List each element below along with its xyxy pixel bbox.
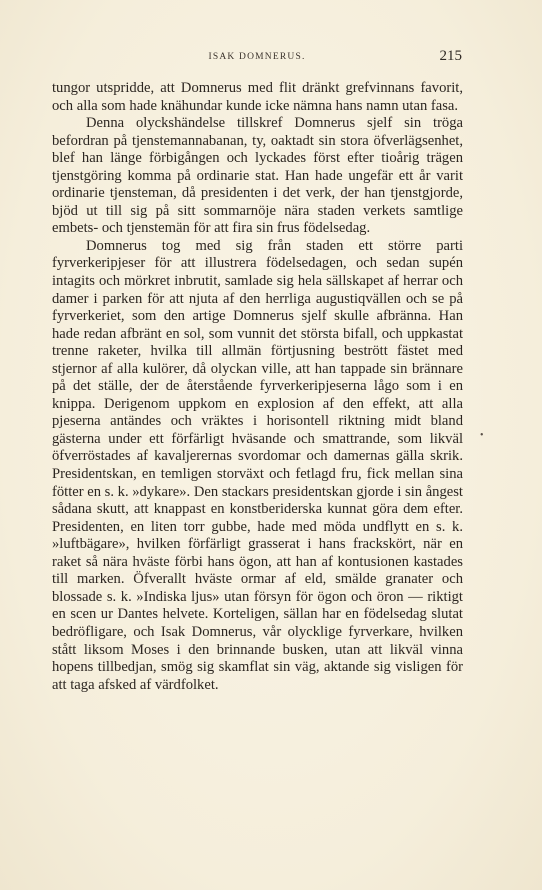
running-head: ISAK DOMNERUS. <box>208 52 306 62</box>
page-number: 215 <box>439 48 462 64</box>
paragraph-continuation: tungor utspridde, att Domnerus med flit dränkt grefvinnans favorit, och alla som hade knähundar kunde icke nämna hans namn utan fasa. <box>52 80 463 114</box>
page-header <box>52 48 462 70</box>
paragraph-fireworks: Domnerus tog med sig från staden ett större parti fyrverkeripjeser för att illustrera födelsedagen, och sedan supén intagits och mörkret inbrutit, samlade sig hela sällskapet af herrar och damer i parken för att njuta af den herrliga augustiqvällen och se på fyrverkeriet, som den artige Domnerus sjelf skulle afbränna. Han hade redan afbränt en sol, som vunnit det största bifall, och uppkastat trenne raketer, hvilka till allmän förtjusning bestrött fästet med stjernor af alla kulörer, då olyckan ville, att han tappade sin brännare på det ställe, der de återstående fyrverkeripjeserna lågo som i en knippa. Derigenom uppkom en explosion af den effekt, att alla pjeserna antändes och vräktes i horisontell riktning midt bland gästerna under ett förfärligt hväsande och smattrande, som likväl öfverröstades af kavaljerernas svordomar och damernas gälla skrik. Presidentskan, en temligen storväxt och fetlagd fru, fick mellan sina fötter en s. k. »dykare». Den stackars presidentskan gjorde i sin ångest sådana skutt, att knappast en konstberiderska kunnat göra dem efter. Presidenten, en liten torr gubbe, hade med möda undflytt en s. k. »luftbägare», hvilken förfärligt grasserat i hans frackskört, när en raket så nära hväste förbi hans ögon, att han af kontusionen kastades till marken. Öfverallt hväste ormar af eld, smälde granater och blossade s. k. »Indiska ljus» utan försyn för ögon och öron — riktigt en scen ur Dantes helvete. Korteligen, sällan har en födelsedag slutat bedröfligare, och Isak Domnerus, vår olycklige fyrverkare, hvilken stått liksom Moses i den brinnande busken, utan att likväl vinna hopens tillbedjan, smög sig skamflat sin väg, aktande sig visligen för att taga afsked af värdfolket. <box>52 237 463 693</box>
margin-mark: • <box>480 430 484 441</box>
body-text <box>52 80 463 694</box>
paragraph-accident: Denna olyckshändelse tillskref Domnerus sjelf sin tröga befordran på tjenstemannabanan, ty, oaktadt sin stora öfverlägsenhet, blef han länge förbigången och lyckades först efter tioårig trägen tjenstgöring komma på ordinarie stat. Han hade ungefär ett år varit ordinarie tjensteman, då presidenten i det verk, der han tjenstgjorde, bjöd ut till sig på sitt sommarnöje nära staden verkets samtlige embets- och tjenstemän för att fira sin frus födelsedag. <box>52 115 463 237</box>
